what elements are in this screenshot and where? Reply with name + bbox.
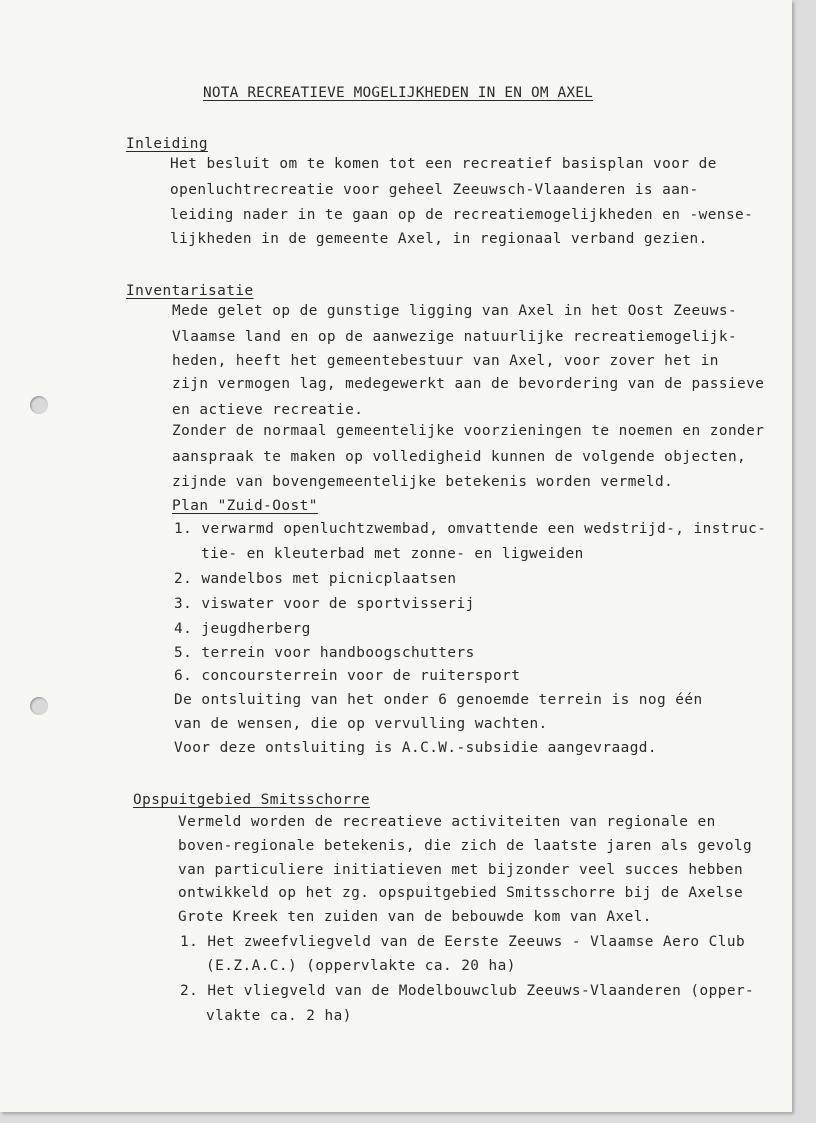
paragraph-line: Voor deze ontsluiting is A.C.W.-subsidie aangevraagd.: [174, 740, 658, 756]
list-item: 2. wandelbos met picnicplaatsen: [174, 571, 457, 587]
paragraph-line: lijkheden in de gemeente Axel, in regionaal verband gezien.: [170, 231, 708, 247]
list-item: 3. viswater voor de sportvisserij: [174, 596, 475, 612]
paragraph-line: van de wensen, die op vervulling wachten.: [174, 716, 548, 732]
paragraph-line: openluchtrecreatie voor geheel Zeeuwsch-Vlaanderen is aan-: [170, 182, 699, 198]
paragraph-line: heden, heeft het gemeentebestuur van Axel, voor zover het in: [172, 353, 719, 369]
punch-hole: [30, 396, 48, 414]
paragraph-line: aanspraak te maken op volledigheid kunnen de volgende objecten,: [172, 449, 747, 465]
list-item: 2. Het vliegveld van de Modelbouwclub Zeeuws-Vlaanderen (opper-: [180, 983, 755, 999]
paragraph-line: Grote Kreek ten zuiden van de bebouwde kom van Axel.: [178, 909, 652, 925]
list-item: 1. Het zweefvliegveld van de Eerste Zeeuws - Vlaamse Aero Club: [180, 934, 746, 950]
section-heading-inventarisatie: Inventarisatie: [126, 283, 254, 299]
paragraph-line: zijnde van bovengemeentelijke betekenis worden vermeld.: [172, 474, 674, 490]
paragraph-line: Vermeld worden de recreatieve activiteiten van regionale en: [178, 814, 716, 830]
paragraph-line: Mede gelet op de gunstige ligging van Axel in het Oost Zeeuws-: [172, 303, 738, 319]
list-item: 1. verwarmd openluchtzwembad, omvattende een wedstrijd-, instruc-: [174, 521, 767, 537]
document-title: NOTA RECREATIEVE MOGELIJKHEDEN IN EN OM AXEL: [203, 85, 594, 101]
punch-hole: [30, 697, 48, 715]
paragraph-line: ontwikkeld op het zg. opspuitgebied Smitsschorre bij de Axelse: [178, 885, 744, 901]
plan-heading: Plan "Zuid-Oost": [172, 498, 318, 514]
list-item-continuation: (E.Z.A.C.) (oppervlakte ca. 20 ha): [206, 958, 516, 974]
paragraph-line: zijn vermogen lag, medegewerkt aan de bevordering van de passieve: [172, 376, 765, 392]
paragraph-line: Zonder de normaal gemeentelijke voorzieningen te noemen en zonder: [172, 423, 765, 439]
list-item: 6. concoursterrein voor de ruitersport: [174, 668, 521, 684]
list-item: 5. terrein voor handboogschutters: [174, 645, 475, 661]
paragraph-line: leiding nader in te gaan op de recreatiemogelijkheden en -wense-: [170, 207, 754, 223]
paragraph-line: van particuliere initiatieven met bijzonder veel succes hebben: [178, 862, 744, 878]
section-heading-inleiding: Inleiding: [126, 136, 209, 152]
paragraph-line: Vlaamse land en op de aanwezige natuurlijke recreatiemogelijk-: [172, 329, 738, 345]
paragraph-line: en actieve recreatie.: [172, 402, 364, 418]
list-item-continuation: vlakte ca. 2 ha): [206, 1008, 352, 1024]
paragraph-line: De ontsluiting van het onder 6 genoemde terrein is nog één: [174, 692, 703, 708]
list-item-continuation: tie- en kleuterbad met zonne- en ligweiden: [201, 546, 584, 562]
paragraph-line: boven-regionale betekenis, die zich de laatste jaren als gevolg: [178, 838, 753, 854]
paragraph-line: Het besluit om te komen tot een recreatief basisplan voor de: [170, 156, 717, 172]
list-item: 4. jeugdherberg: [174, 621, 311, 637]
section-heading-opspuitgebied: Opspuitgebied Smitsschorre: [133, 792, 370, 808]
